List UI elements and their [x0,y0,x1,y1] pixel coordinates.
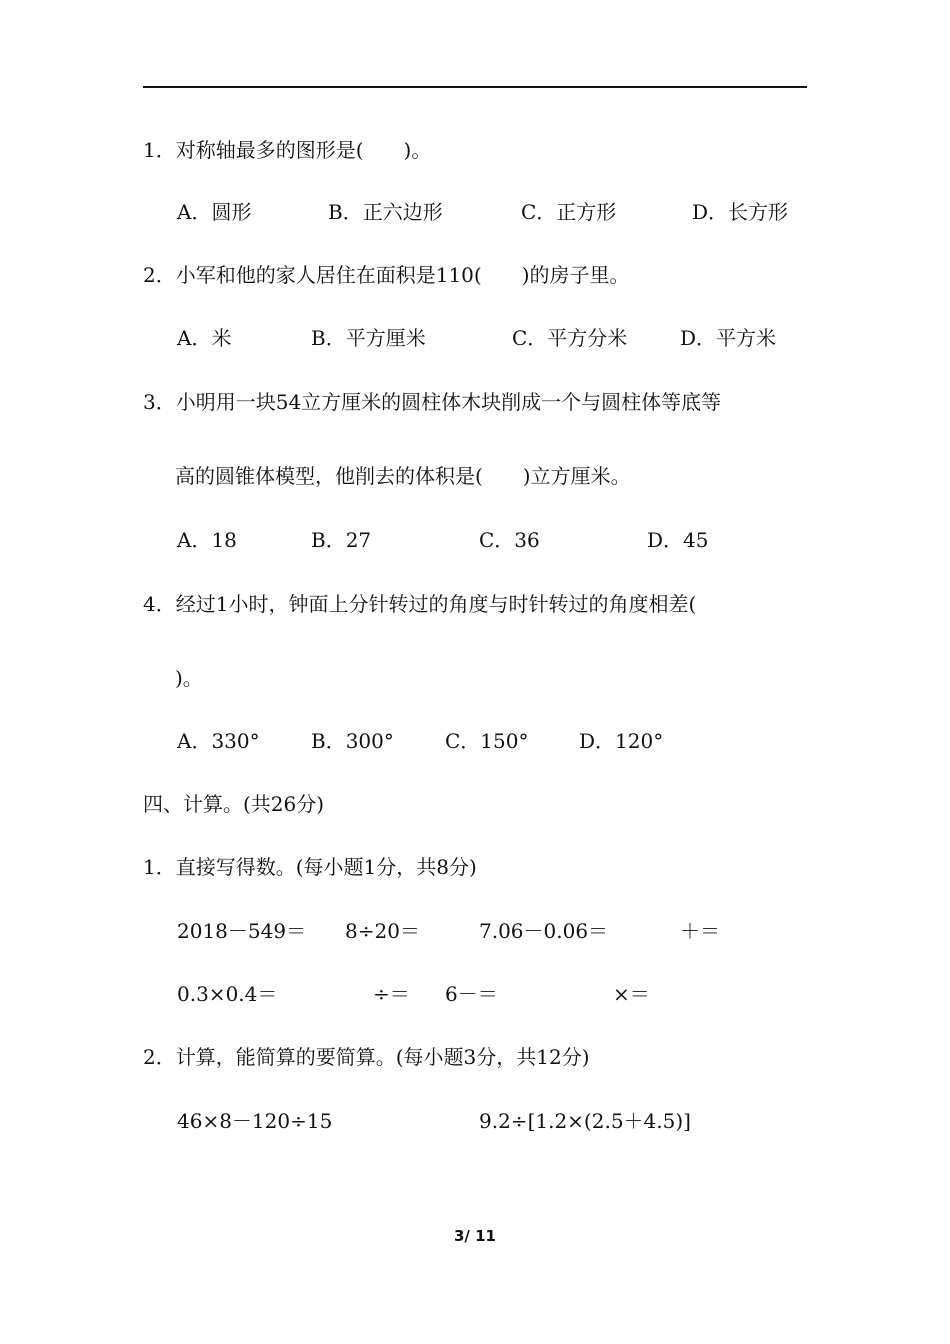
option-a: A．330° [177,729,260,753]
option-b: B．平方厘米 [311,326,426,350]
oral-calc-item: 6－＝ [445,982,498,1006]
calc-expression: 9.2÷[1.2×(2.5＋4.5)] [479,1109,691,1133]
option-a: A．圆形 [177,200,252,224]
part-number: 2． [143,1045,176,1069]
question-number: 1． [143,138,176,162]
part-text: 直接写得数。(每小题1分，共8分) [175,855,477,879]
question-number: 4． [143,592,176,616]
question-text: 小军和他的家人居住在面积是110( )的房子里。 [175,263,630,287]
option-d: D．120° [579,729,664,753]
option-d: D．长方形 [692,200,789,224]
option-c: C．150° [445,729,529,753]
option-d: D．45 [647,528,709,552]
question-2 [143,261,630,289]
question-text: 小明用一块54立方厘米的圆柱体木块削成一个与圆柱体等底等 [175,390,722,414]
oral-calc-item: ÷＝ [373,982,410,1006]
option-a: A．米 [177,326,232,350]
oral-calc-item: 2018－549＝ [177,919,307,943]
option-a: A．18 [177,528,237,552]
part-text: 计算，能简算的要简算。(每小题3分，共12分) [175,1045,590,1069]
question-1 [143,136,431,164]
question-text: 经过1小时，钟面上分针转过的角度与时针转过的角度相差( [175,592,697,616]
page-number: 3/ 11 [453,1227,496,1245]
oral-calc-item: ×＝ [613,982,650,1006]
option-c: C．平方分米 [512,326,628,350]
header-rule [143,86,807,88]
part-2-instruction [143,1043,590,1071]
option-c: C．正方形 [521,200,617,224]
option-b: B．300° [311,729,394,753]
question-number: 3． [143,390,176,414]
question-4 [143,590,696,618]
question-3-continuation: 高的圆锥体模型，他削去的体积是( )立方厘米。 [175,464,631,488]
question-number: 2． [143,263,176,287]
oral-calc-item: 8÷20＝ [345,919,420,943]
option-b: B．正六边形 [328,200,443,224]
calc-expression: 46×8－120÷15 [177,1109,333,1133]
oral-calc-item: 0.3×0.4＝ [177,982,278,1006]
option-c: C．36 [479,528,540,552]
oral-calc-item: 7.06－0.06＝ [479,919,609,943]
section-heading: 四、计算。(共26分) [143,792,325,816]
question-3 [143,388,721,416]
option-b: B．27 [311,528,372,552]
question-text: 对称轴最多的图形是( )。 [175,138,432,162]
part-1-instruction [143,853,477,881]
question-4-continuation: )。 [175,666,203,690]
option-d: D．平方米 [680,326,777,350]
part-number: 1． [143,855,176,879]
oral-calc-item: ＋＝ [680,919,720,943]
